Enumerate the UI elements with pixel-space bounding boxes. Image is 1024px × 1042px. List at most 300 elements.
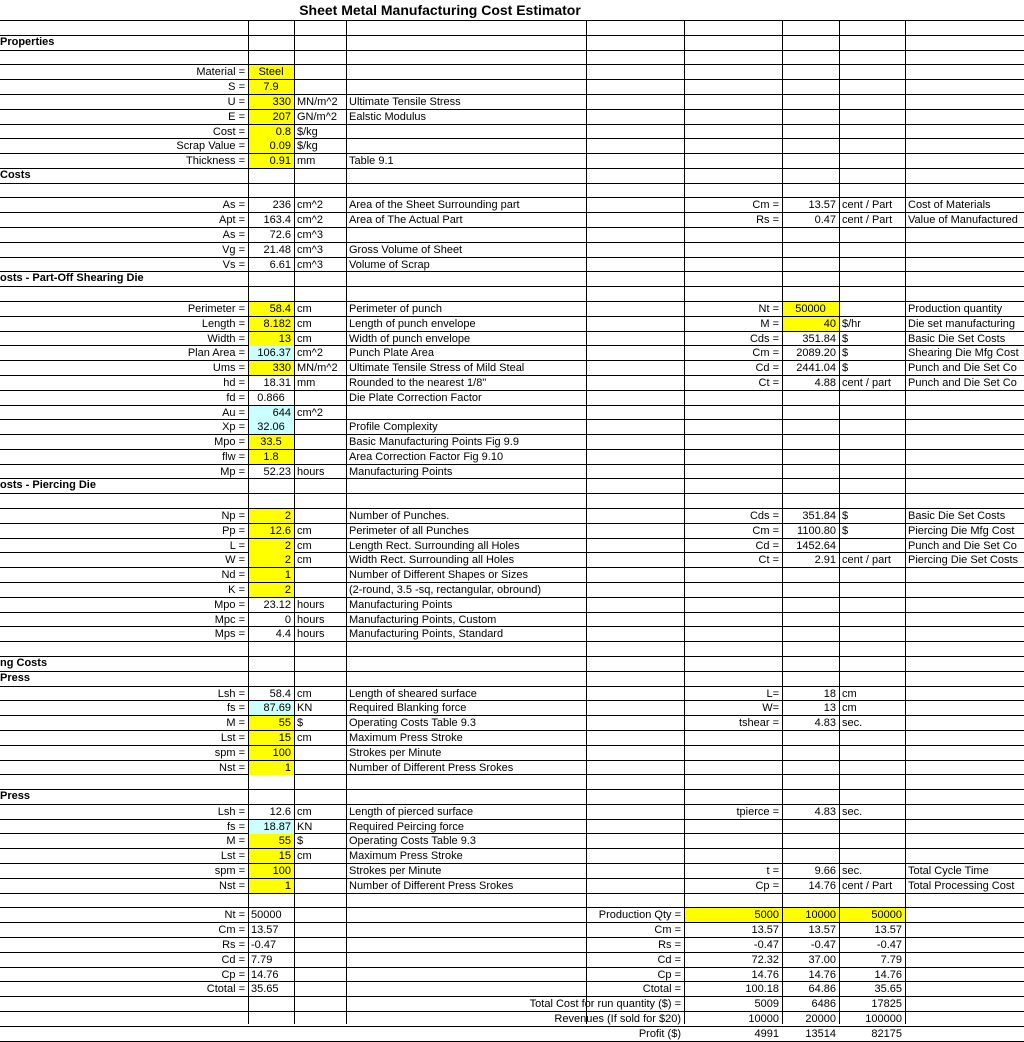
param-description: Volume of Scrap: [349, 259, 430, 271]
param-unit: cm^2: [297, 199, 323, 211]
param-label: E =: [228, 111, 245, 123]
summary-qty-50000: 13.57: [874, 924, 902, 936]
param-value: 0.866: [257, 392, 285, 404]
summary-qty-5000: 5000: [754, 909, 779, 921]
result-description: Die set manufacturing: [908, 318, 1015, 330]
result-label: Ct =: [758, 554, 779, 566]
param-unit: KN: [297, 702, 313, 714]
param-unit: cm: [297, 333, 312, 345]
result-value: 351.84: [802, 510, 836, 522]
param-unit: cm: [297, 318, 312, 330]
summary-qty-10000: 13514: [805, 1028, 836, 1040]
result-value: 50000: [795, 303, 826, 315]
result-value: 2.91: [814, 554, 836, 566]
param-value: 12.6: [269, 806, 291, 818]
result-label: tpierce =: [736, 806, 779, 818]
result-description: Piercing Die Mfg Cost: [908, 525, 1015, 537]
param-value: 18.31: [263, 377, 291, 389]
result-unit: cent / part: [842, 377, 891, 389]
summary-table-label: Production Qty =: [598, 909, 681, 921]
result-value: 1100.80: [797, 525, 836, 537]
param-description: Operating Costs Table 9.3: [349, 717, 476, 729]
param-value: 15: [278, 732, 291, 744]
grid-col-line: [684, 20, 685, 1024]
summary-qty-5000: 13.57: [751, 924, 779, 936]
param-description: Ultimate Tensile Stress of Mild Steal: [349, 362, 525, 374]
param-description: Perimeter of punch: [349, 303, 442, 315]
summary-value: 14.76: [251, 969, 279, 981]
param-unit: cm: [297, 554, 312, 566]
param-label: Vg =: [222, 244, 245, 256]
param-unit: GN/m^2: [297, 111, 337, 123]
param-label: L =: [229, 540, 245, 552]
summary-qty-10000: 37.00: [808, 954, 836, 966]
param-label: Np =: [221, 510, 245, 522]
param-label: M =: [226, 717, 245, 729]
param-label: Perimeter =: [187, 303, 245, 315]
result-value: 1452.64: [796, 540, 836, 552]
result-description: Piercing Die Set Costs: [908, 554, 1019, 566]
param-value: 33.5: [260, 436, 282, 448]
param-unit: cm^3: [297, 244, 323, 256]
param-label: Nd =: [221, 569, 245, 581]
grid-row-line: [0, 183, 1024, 184]
param-unit: hours: [297, 614, 325, 626]
param-label: hd =: [223, 377, 245, 389]
result-description: Value of Manufactured: [908, 214, 1018, 226]
result-label: W=: [762, 702, 779, 714]
param-label: Nst =: [219, 762, 245, 774]
result-label: Cd =: [755, 540, 779, 552]
param-value: 644: [272, 407, 291, 419]
summary-qty-50000: 14.76: [874, 969, 902, 981]
result-unit: sec.: [842, 717, 863, 729]
param-description: Required Blanking force: [349, 702, 467, 714]
param-unit: hours: [297, 628, 325, 640]
param-description: Number of Different Press Srokes: [349, 762, 514, 774]
param-label: Au =: [222, 407, 245, 419]
summary-qty-50000: 7.79: [880, 954, 902, 966]
param-value: 32.06: [257, 421, 285, 433]
summary-label: Cm =: [218, 924, 245, 936]
summary-qty-10000: 20000: [805, 1013, 836, 1025]
param-label: Vs =: [222, 259, 245, 271]
param-label: Mpo =: [214, 599, 245, 611]
param-value: 72.6: [269, 229, 291, 241]
param-unit: cm: [297, 850, 312, 862]
param-description: Number of Different Press Srokes: [349, 880, 514, 892]
result-unit: cent / Part: [842, 199, 893, 211]
param-unit: MN/m^2: [297, 96, 338, 108]
param-value: 1: [284, 880, 291, 892]
param-value: 7.9: [263, 81, 279, 93]
result-label: M =: [760, 318, 779, 330]
param-label: Mpo =: [214, 436, 245, 448]
result-unit: $: [842, 362, 849, 374]
summary-qty-5000: 72.32: [751, 954, 779, 966]
param-unit: cm^2: [297, 214, 323, 226]
param-description: Area of The Actual Part: [349, 214, 463, 226]
param-unit: cm: [297, 688, 312, 700]
result-unit: cent / Part: [842, 214, 893, 226]
result-unit: $: [842, 510, 849, 522]
param-unit: cm^2: [297, 347, 323, 359]
summary-qty-50000: 17825: [871, 998, 902, 1010]
param-value: Steel: [258, 66, 284, 78]
summary-table-label: Ctotal =: [642, 983, 681, 995]
param-label: Lst =: [220, 850, 245, 862]
grid-col-line: [782, 20, 783, 1024]
result-label: Ct =: [758, 377, 779, 389]
result-description: Shearing Die Mfg Cost: [908, 347, 1019, 359]
grid-row-line: [0, 20, 1024, 21]
param-description: Manufacturing Points, Custom: [349, 614, 497, 626]
param-label: fd =: [226, 392, 245, 404]
summary-qty-5000: 100.18: [745, 983, 779, 995]
summary-table-label: Rs =: [658, 939, 681, 951]
summary-qty-50000: 100000: [865, 1013, 902, 1025]
param-unit: cm: [297, 525, 312, 537]
param-description: Length of punch envelope: [349, 318, 476, 330]
param-label: Cost =: [212, 126, 245, 138]
result-value: 351.84: [802, 333, 836, 345]
param-value: 6.61: [269, 259, 291, 271]
summary-qty-5000: 14.76: [751, 969, 779, 981]
param-label: Thickness =: [186, 155, 245, 167]
result-label: Rs =: [756, 214, 779, 226]
grid-row-line: [0, 493, 1024, 494]
param-label: Nst =: [219, 880, 245, 892]
param-unit: cm: [297, 732, 312, 744]
summary-label: Rs =: [222, 939, 245, 951]
param-description: Strokes per Minute: [349, 865, 442, 877]
param-label: Scrap Value =: [176, 140, 245, 152]
summary-qty-10000: 6486: [811, 998, 836, 1010]
grid-col-line: [586, 20, 587, 1024]
summary-table-label: Total Cost for run quantity ($) =: [529, 998, 681, 1010]
grid-row-line: [0, 893, 1024, 894]
grid-col-line: [905, 20, 906, 1024]
result-label: L=: [766, 688, 779, 700]
param-label: Mp =: [220, 466, 245, 478]
param-label: K =: [228, 584, 245, 596]
param-description: Length of pierced surface: [349, 806, 474, 818]
param-value: 2: [284, 584, 291, 596]
result-label: tshear =: [738, 717, 779, 729]
param-description: Ealstic Modulus: [349, 111, 427, 123]
param-label: spm =: [214, 865, 245, 877]
summary-qty-5000: 4991: [754, 1028, 779, 1040]
param-description: Maximum Press Stroke: [349, 732, 463, 744]
summary-table-label: Cm =: [654, 924, 681, 936]
param-value: 207: [272, 111, 291, 123]
param-description: Length Rect. Surrounding all Holes: [349, 540, 520, 552]
grid-row-line: [0, 286, 1024, 287]
param-value: 58.4: [269, 303, 291, 315]
summary-qty-10000: 13.57: [808, 924, 836, 936]
param-value: 52.23: [263, 466, 291, 478]
param-label: Length =: [201, 318, 245, 330]
param-label: Width =: [207, 333, 245, 345]
param-unit: cm^3: [297, 259, 323, 271]
param-value: 0.8: [275, 126, 291, 138]
param-value: 1.8: [263, 451, 279, 463]
summary-qty-10000: 10000: [805, 909, 836, 921]
param-value: 87.69: [263, 702, 291, 714]
result-unit: sec.: [842, 806, 863, 818]
summary-value: 13.57: [251, 924, 279, 936]
param-description: Number of Different Shapes or Sizes: [349, 569, 528, 581]
summary-value: 35.65: [251, 983, 279, 995]
result-label: t =: [766, 865, 779, 877]
param-value: 1: [284, 762, 291, 774]
param-unit: hours: [297, 599, 325, 611]
param-description: Die Plate Correction Factor: [349, 392, 482, 404]
param-value: 0.09: [269, 140, 291, 152]
param-description: Table 9.1: [349, 155, 394, 167]
param-unit: KN: [297, 821, 313, 833]
param-description: Maximum Press Stroke: [349, 850, 463, 862]
result-label: Cd =: [755, 362, 779, 374]
param-value: 2: [284, 510, 291, 522]
result-value: 0.47: [814, 214, 836, 226]
param-unit: cm: [297, 540, 312, 552]
result-value: 4.83: [814, 717, 836, 729]
result-unit: cm: [842, 688, 857, 700]
param-label: Plan Area =: [187, 347, 245, 359]
grid-row-line: [0, 789, 1024, 790]
param-value: 100: [272, 865, 291, 877]
param-description: Required Peircing force: [349, 821, 464, 833]
param-description: Perimeter of all Punches: [349, 525, 469, 537]
param-description: Manufacturing Points: [349, 466, 453, 478]
param-unit: $/kg: [297, 140, 318, 152]
result-value: 2441.04: [796, 362, 836, 374]
result-unit: $: [842, 347, 849, 359]
summary-table-label: Profit ($): [638, 1028, 681, 1040]
param-label: Lst =: [220, 732, 245, 744]
param-unit: cm^3: [297, 229, 323, 241]
param-value: 4.4: [275, 628, 291, 640]
result-description: Punch and Die Set Co: [908, 377, 1017, 389]
param-value: 8.182: [263, 318, 291, 330]
param-label: Ums =: [212, 362, 245, 374]
result-description: Total Processing Cost: [908, 880, 1015, 892]
result-value: 13: [823, 702, 836, 714]
summary-qty-10000: -0.47: [810, 939, 836, 951]
param-description: Basic Manufacturing Points Fig 9.9: [349, 436, 519, 448]
param-description: Operating Costs Table 9.3: [349, 835, 476, 847]
param-value: 2: [284, 554, 291, 566]
result-label: Cm =: [752, 525, 779, 537]
summary-qty-50000: 35.65: [874, 983, 902, 995]
param-label: fs =: [226, 821, 245, 833]
param-value: 106.37: [257, 347, 291, 359]
summary-qty-5000: -0.47: [753, 939, 779, 951]
section-pierce-press: Press: [0, 790, 30, 802]
param-description: Punch Plate Area: [349, 347, 435, 359]
result-description: Total Cycle Time: [908, 865, 989, 877]
param-label: spm =: [214, 747, 245, 759]
result-description: Cost of Materials: [908, 199, 991, 211]
param-unit: mm: [297, 155, 316, 167]
param-label: W =: [225, 554, 245, 566]
result-label: Nt =: [758, 303, 779, 315]
param-unit: hours: [297, 466, 325, 478]
result-description: Punch and Die Set Co: [908, 362, 1017, 374]
summary-table-label: Revenues (If sold for $20): [554, 1013, 681, 1025]
param-label: Lsh =: [217, 688, 245, 700]
result-description: Basic Die Set Costs: [908, 333, 1006, 345]
param-description: Width Rect. Surrounding all Holes: [349, 554, 515, 566]
result-unit: sec.: [842, 865, 863, 877]
section-processing-costs: ng Costs: [0, 657, 48, 669]
result-label: Cm =: [752, 347, 779, 359]
result-value: 13.57: [808, 199, 836, 211]
result-value: 4.88: [814, 377, 836, 389]
param-unit: $/kg: [297, 126, 318, 138]
summary-qty-10000: 14.76: [808, 969, 836, 981]
param-label: fs =: [226, 702, 245, 714]
result-label: Cds =: [749, 510, 779, 522]
param-label: As =: [222, 199, 245, 211]
summary-qty-50000: -0.47: [876, 939, 902, 951]
section-piercing-die: osts - Piercing Die: [0, 479, 96, 491]
param-value: 12.6: [269, 525, 291, 537]
summary-table-label: Cp =: [657, 969, 681, 981]
section-shear-press: Press: [0, 672, 30, 684]
param-value: 330: [272, 96, 291, 108]
summary-qty-50000: 50000: [871, 909, 902, 921]
summary-qty-10000: 64.86: [808, 983, 836, 995]
param-value: 163.4: [263, 214, 291, 226]
param-description: Manufacturing Points, Standard: [349, 628, 504, 640]
summary-label: Cd =: [221, 954, 245, 966]
param-unit: $: [297, 717, 304, 729]
param-label: As =: [222, 229, 245, 241]
summary-value: -0.47: [251, 939, 277, 951]
section-shearing-die: osts - Part-Off Shearing Die: [0, 272, 144, 284]
param-description: Ultimate Tensile Stress: [349, 96, 461, 108]
grid-row-line: [0, 671, 1024, 672]
param-description: Area Correction Factor Fig 9.10: [349, 451, 504, 463]
param-unit: mm: [297, 377, 316, 389]
param-value: 13: [278, 333, 291, 345]
summary-table-label: Cd =: [657, 954, 681, 966]
param-value: 2: [284, 540, 291, 552]
result-unit: cent / Part: [842, 880, 893, 892]
result-description: Basic Die Set Costs: [908, 510, 1006, 522]
param-unit: MN/m^2: [297, 362, 338, 374]
param-label: Xp =: [222, 421, 245, 433]
param-label: Material =: [196, 66, 245, 78]
summary-qty-5000: 5009: [754, 998, 779, 1010]
param-value: 55: [278, 717, 291, 729]
result-value: 18: [823, 688, 836, 700]
param-value: 100: [272, 747, 291, 759]
param-value: 18.87: [263, 821, 291, 833]
param-description: Profile Complexity: [349, 421, 438, 433]
result-description: Punch and Die Set Co: [908, 540, 1017, 552]
summary-value: 50000: [251, 909, 282, 921]
grid-col-line: [294, 20, 295, 1024]
param-value: 21.48: [263, 244, 291, 256]
param-description: Gross Volume of Sheet: [349, 244, 463, 256]
result-label: Cm =: [752, 199, 779, 211]
result-value: 40: [823, 318, 836, 330]
result-label: Cp =: [755, 880, 779, 892]
summary-label: Cp =: [221, 969, 245, 981]
grid-row-line: [0, 656, 1024, 657]
param-unit: cm: [297, 303, 312, 315]
summary-qty-50000: 82175: [871, 1028, 902, 1040]
grid-row-line: [0, 35, 1024, 36]
param-value: 1: [284, 569, 291, 581]
param-description: Strokes per Minute: [349, 747, 442, 759]
param-description: Manufacturing Points: [349, 599, 453, 611]
param-value: 55: [278, 835, 291, 847]
grid-row-line: [0, 50, 1024, 51]
param-label: flw =: [222, 451, 245, 463]
param-value: 58.4: [269, 688, 291, 700]
grid-col-line: [346, 20, 347, 1024]
result-value: 2089.20: [796, 347, 836, 359]
result-value: 4.83: [814, 806, 836, 818]
summary-value: 7.79: [251, 954, 273, 966]
param-unit: cm^2: [297, 407, 323, 419]
summary-qty-5000: 10000: [748, 1013, 779, 1025]
grid-row-line: [0, 641, 1024, 642]
param-label: S =: [228, 81, 245, 93]
param-description: Length of sheared surface: [349, 688, 477, 700]
param-description: Area of the Sheet Surrounding part: [349, 199, 520, 211]
result-label: Cds =: [749, 333, 779, 345]
result-unit: cent / part: [842, 554, 891, 566]
param-value: 236: [272, 199, 291, 211]
result-unit: $: [842, 333, 849, 345]
param-value: 330: [272, 362, 291, 374]
param-label: Mpc =: [214, 614, 245, 626]
result-unit: $/hr: [842, 318, 861, 330]
summary-label: Nt =: [224, 909, 245, 921]
param-unit: cm: [297, 806, 312, 818]
section-costs: Costs: [0, 169, 31, 181]
result-description: Production quantity: [908, 303, 1003, 315]
param-value: 0: [284, 614, 291, 626]
param-value: 15: [278, 850, 291, 862]
param-unit: $: [297, 835, 304, 847]
param-description: Number of Punches.: [349, 510, 450, 522]
param-label: M =: [226, 835, 245, 847]
result-unit: cm: [842, 702, 857, 714]
result-value: 14.76: [808, 880, 836, 892]
param-label: U =: [227, 96, 245, 108]
param-label: Pp =: [222, 525, 245, 537]
param-value: 23.12: [263, 599, 291, 611]
result-value: 9.66: [814, 865, 836, 877]
param-label: Mps =: [214, 628, 245, 640]
param-label: Apt =: [219, 214, 245, 226]
result-unit: $: [842, 525, 849, 537]
param-description: Width of punch envelope: [349, 333, 471, 345]
param-description: (2-round, 3.5 -sq, rectangular, obround): [349, 584, 542, 596]
param-label: Lsh =: [217, 806, 245, 818]
param-description: Rounded to the nearest 1/8": [349, 377, 487, 389]
sheet-title: Sheet Metal Manufacturing Cost Estimator: [299, 2, 581, 18]
summary-label: Ctotal =: [206, 983, 245, 995]
section-properties: Properties: [0, 36, 55, 48]
grid-row-line: [0, 168, 1024, 169]
